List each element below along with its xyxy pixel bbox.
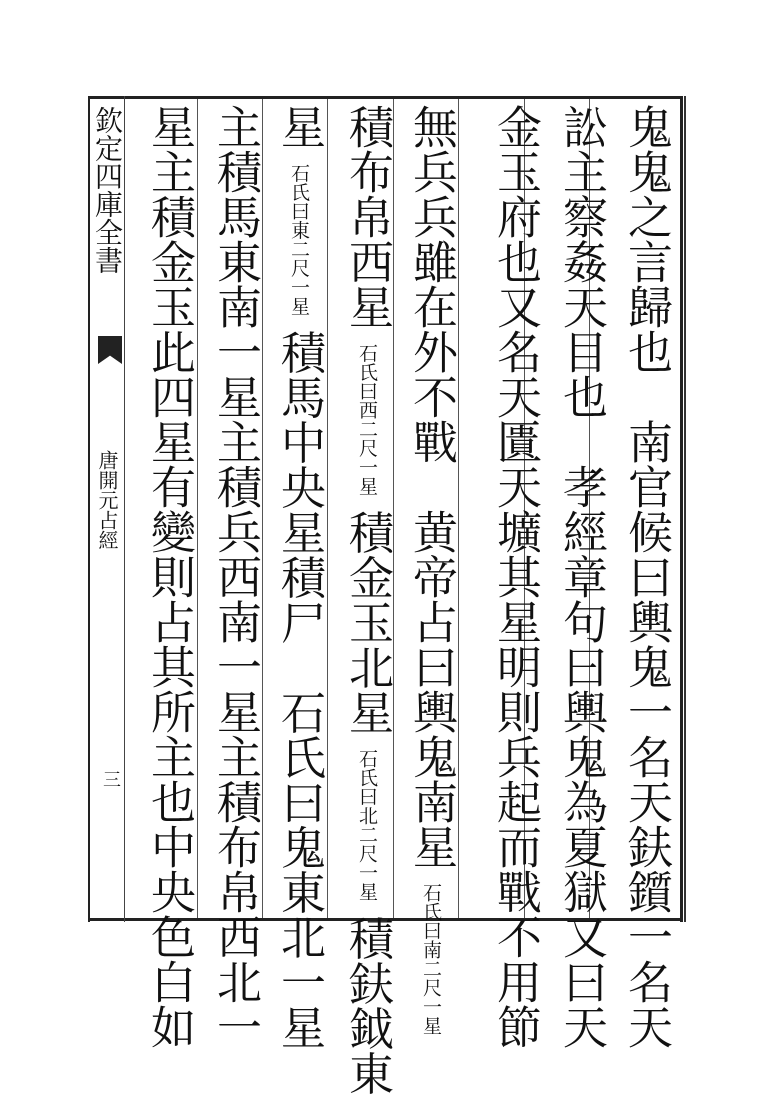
text-column-6 [270,104,328,1050]
annotation: 石氏曰東二尺一星 [288,163,310,316]
main-text: 積金玉北星 [341,509,394,735]
main-text: 星 [273,104,326,149]
main-text: 積馬中央星積尸 石氏曰鬼東北一星 [273,329,326,1050]
text-column-2: 訟主察姦天目也 孝經章句曰輿鬼為夏獄又曰天 [555,104,608,1049]
margin-title: 欽定四庫全書 [91,106,124,274]
outer-right-rule [684,96,686,922]
main-text: 積鈇鉞東 [341,915,394,1095]
annotation: 石氏曰西二尺一星 [356,343,378,496]
text-column-5 [338,104,396,1095]
text-column-1: 鬼鬼之言歸也 南官候曰輿鬼一名天鈇鑕一名天 [620,104,673,1049]
annotation: 石氏曰南二尺一星 [420,883,442,1036]
frame-top-rule [88,96,681,99]
margin-rule [124,96,125,922]
margin-book-title: 唐開元占經 [95,450,119,550]
text-column-7: 主積馬東南一星主積兵西南一星主積布帛西北一 [209,104,262,1049]
main-text: 無兵兵雖在外不戰 黄帝占曰輿鬼南星 [405,104,458,869]
text-column-8: 星主積金玉此四星有變則占其所主也中央色白如 [143,104,196,1049]
margin-page-number: 三 [100,770,121,788]
text-column-4 [402,104,460,1036]
annotation: 石氏曰北二尺一星 [356,748,378,901]
text-column-3: 金玉府也又名天匱天壙其星明則兵起而戰不用節 [489,104,542,1049]
main-text: 積布帛西星 [341,104,394,329]
